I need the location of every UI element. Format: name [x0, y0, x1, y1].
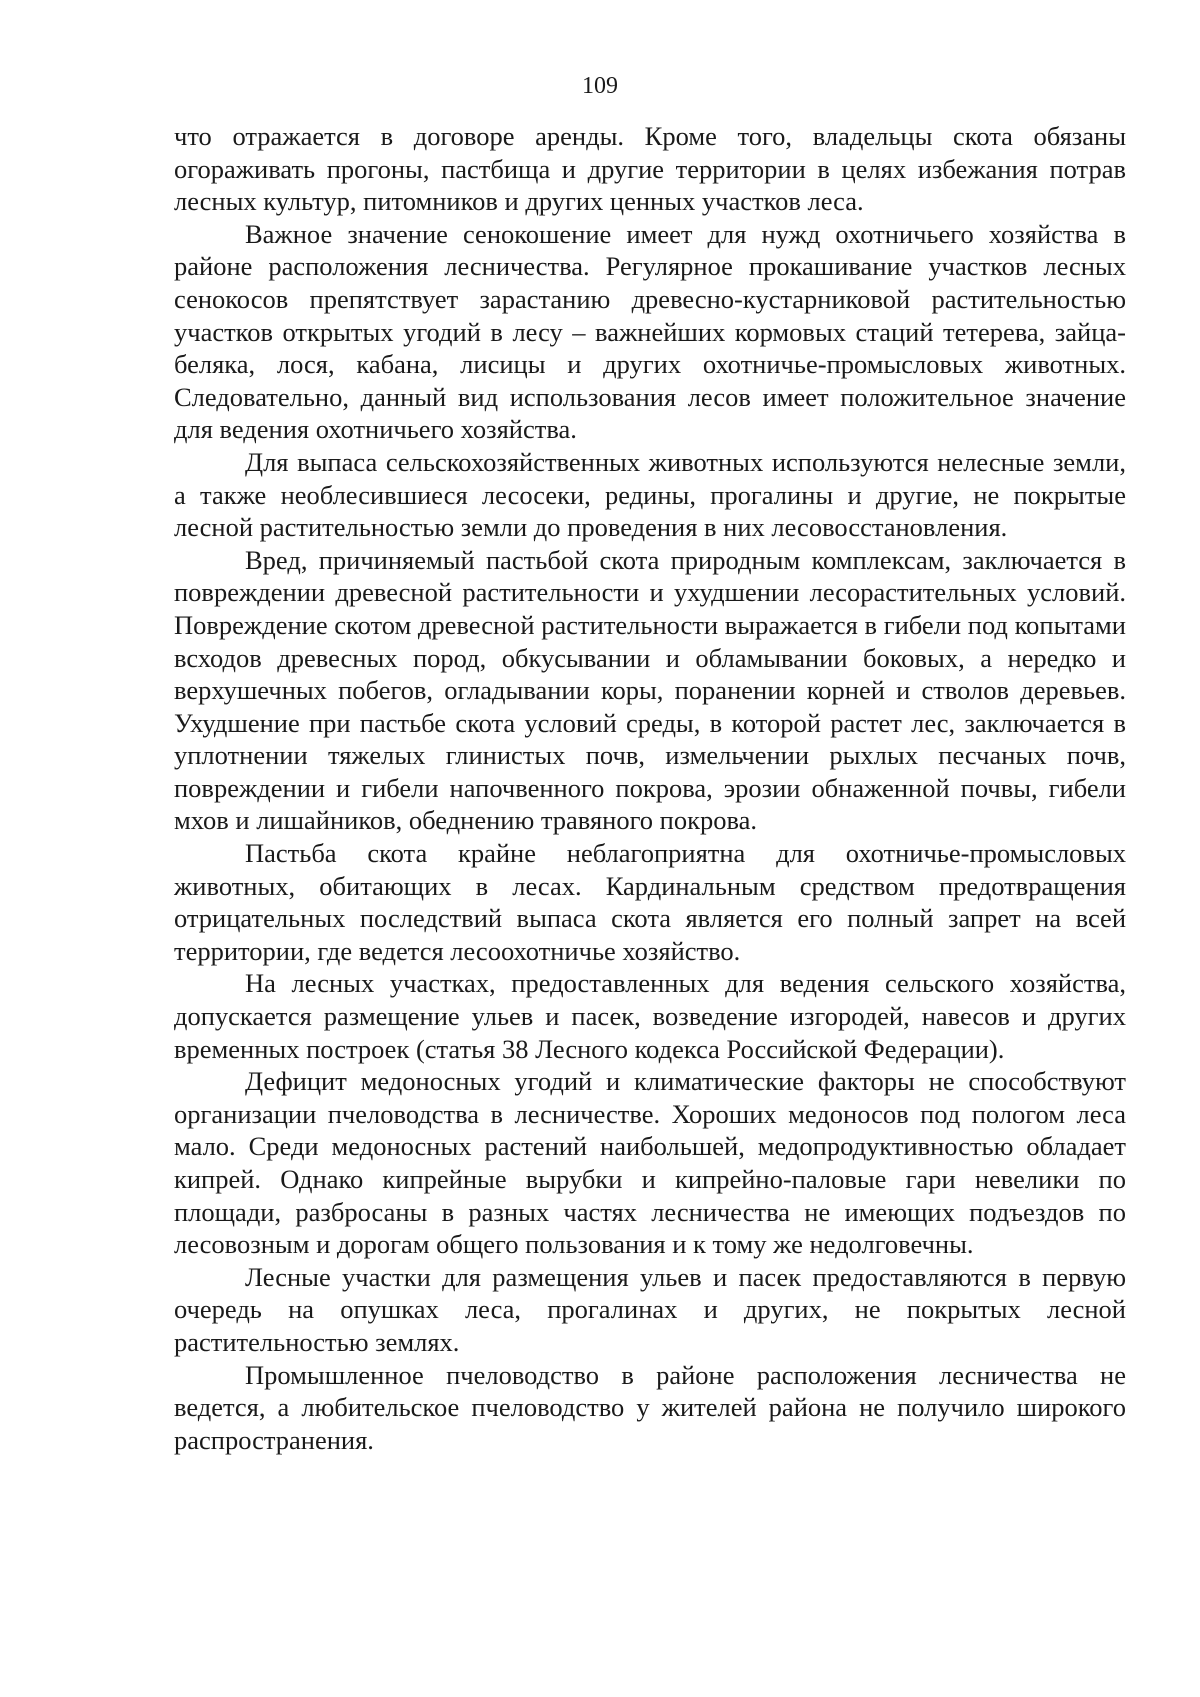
paragraph-haymaking: Важное значение сенокошение имеет для нужд охотничьего хозяйства в районе расположения лесничества. Регулярное прокашивание участков лесных сенокосов препятствует зарастанию древесно-кустарниковой растительностью участков открытых угодий в лесу – важнейших кормовых стаций тетерева, зайца-беляка, лося, кабана, лисицы и других охотничье-промысловых животных. Следовательно, данный вид использования лесов имеет положительное значение для ведения охотничьего хозяйства.	[174, 218, 1126, 445]
document-body	[174, 120, 1126, 1456]
paragraph-continuation: что отражается в договоре аренды. Кроме того, владельцы скота обязаны огораживать прогоны, пастбища и другие территории в целях избежания потрав лесных культур, питомников и других ценных участков леса.	[174, 121, 1126, 217]
paragraph-beekeeping-status: Промышленное пчеловодство в районе расположения лесничества не ведется, а любительское пчеловодство у жителей района не получило широкого распространения.	[174, 1359, 1126, 1455]
paragraph-honey-plants: Дефицит медоносных угодий и климатические факторы не способствуют организации пчеловодства в лесничестве. Хороших медоносов под пологом леса мало. Среди медоносных растений наибольшей, медопродуктивностью обладает кипрей. Однако кипрейные вырубки и кипрейно-паловые гари невелики по площади, разбросаны в разных частях лесничества не имеющих подъездов по лесовозным и дорогам общего пользования и к тому же недолговечны.	[174, 1066, 1126, 1260]
paragraph-grazing-wildlife: Пастьба скота крайне неблагоприятна для охотничье-промысловых животных, обитающих в лесах. Кардинальным средством предотвращения отрицательных последствий выпаса скота является его полный запрет на всей территории, где ведется лесоохотничье хозяйство.	[174, 838, 1126, 966]
page-number: 109	[582, 73, 618, 99]
paragraph-apiaries-allowed: На лесных участках, предоставленных для ведения сельского хозяйства, допускается размещение ульев и пасек, возведение изгородей, навесов и других временных построек (статья 38 Лесного кодекса Российской Федерации).	[174, 968, 1126, 1064]
paragraph-grazing-harm: Вред, причиняемый пастьбой скота природным комплексам, заключается в повреждении древесной растительности и ухудшении лесорастительных условий. Повреждение скотом древесной растительности выражается в гибели под копытами всходов древесных пород, обкусывании и обламывании боковых, а нередко и верхушечных побегов, огладывании коры, поранении корней и стволов деревьев. Ухудшение при пастьбе скота условий среды, в которой растет лес, заключается в уплотнении тяжелых глинистых почв, измельчении рыхлых песчаных почв, повреждении и гибели напочвенного покрова, эрозии обнаженной почвы, гибели мхов и лишайников, обеднению травяного покрова.	[174, 544, 1126, 836]
paragraph-apiary-sites: Лесные участки для размещения ульев и пасек предоставляются в первую очередь на опушках леса, прогалинах и других, не покрытых лесной растительностью землях.	[174, 1261, 1126, 1357]
paragraph-grazing-lands: Для выпаса сельскохозяйственных животных используются нелесные земли, а также необлесившиеся лесосеки, редины, прогалины и другие, не покрытые лесной растительностью земли до проведения в них лесовосстановления.	[174, 446, 1126, 543]
